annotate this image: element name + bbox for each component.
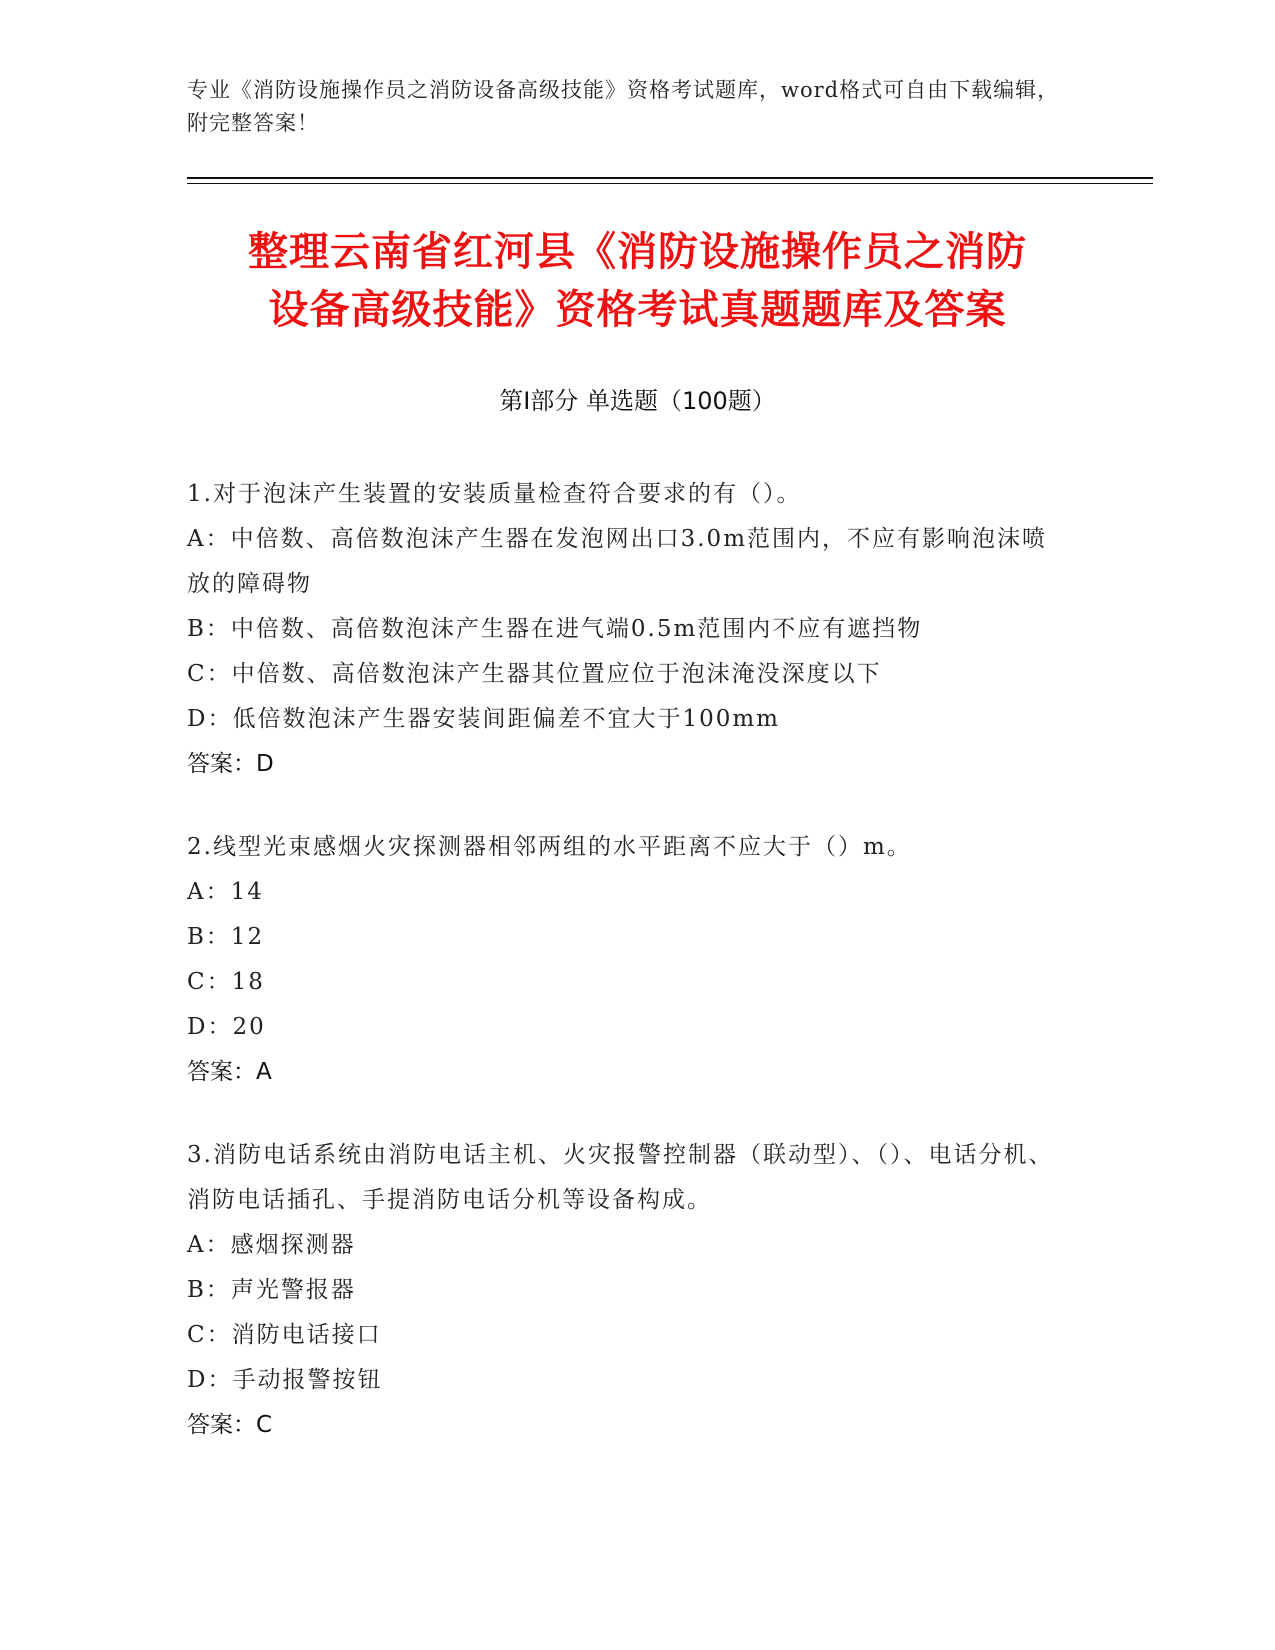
document-title-line-2: 设备高级技能》资格考试真题题库及答案 — [268, 287, 1007, 333]
header-divider-thin — [187, 183, 1153, 184]
header-note: 专业《消防设施操作员之消防设备高级技能》资格考试题库，word格式可自由下载编辑，附完整答案！ — [187, 78, 1060, 135]
header-divider-thick — [187, 177, 1153, 179]
option-b: B：12 — [187, 924, 265, 950]
document-title — [150, 223, 1125, 339]
option-a: A：中倍数、高倍数泡沫产生器在发泡网出口3.0m范围内，不应有影响泡沫喷放的障碍物 — [187, 526, 1047, 597]
option-a: A：感烟探测器 — [187, 1232, 356, 1258]
option-d: D：20 — [187, 1014, 266, 1040]
option-b: B：声光警报器 — [187, 1277, 356, 1303]
answer: 答案：C — [187, 1412, 273, 1438]
answer: 答案：A — [187, 1059, 272, 1085]
option-c: C：中倍数、高倍数泡沫产生器其位置应位于泡沫淹没深度以下 — [187, 661, 882, 687]
option-c: C：18 — [187, 969, 265, 995]
option-c: C：消防电话接口 — [187, 1322, 382, 1348]
option-d: D：手动报警按钮 — [187, 1367, 383, 1393]
option-a: A：14 — [187, 879, 264, 905]
question-3 — [187, 1133, 1067, 1448]
question-list — [187, 472, 1067, 1486]
option-b: B：中倍数、高倍数泡沫产生器在进气端0.5m范围内不应有遮挡物 — [187, 616, 923, 642]
question-2 — [187, 825, 1067, 1095]
answer: 答案：D — [187, 751, 274, 777]
question-stem: 2.线型光束感烟火灾探测器相邻两组的水平距离不应大于（）m。 — [187, 834, 912, 860]
question-stem: 3.消防电话系统由消防电话主机、火灾报警控制器（联动型）、（）、电话分机、消防电话插孔、手提消防电话分机等设备构成。 — [187, 1142, 1054, 1213]
question-stem: 1.对于泡沫产生装置的安装质量检查符合要求的有（）。 — [187, 481, 802, 507]
section-title: 第Ⅰ部分 单选题（100题） — [499, 387, 776, 415]
document-title-line-1: 整理云南省红河县《消防设施操作员之消防 — [248, 229, 1027, 275]
option-d: D：低倍数泡沫产生器安装间距偏差不宜大于100mm — [187, 706, 780, 732]
question-1 — [187, 472, 1067, 787]
